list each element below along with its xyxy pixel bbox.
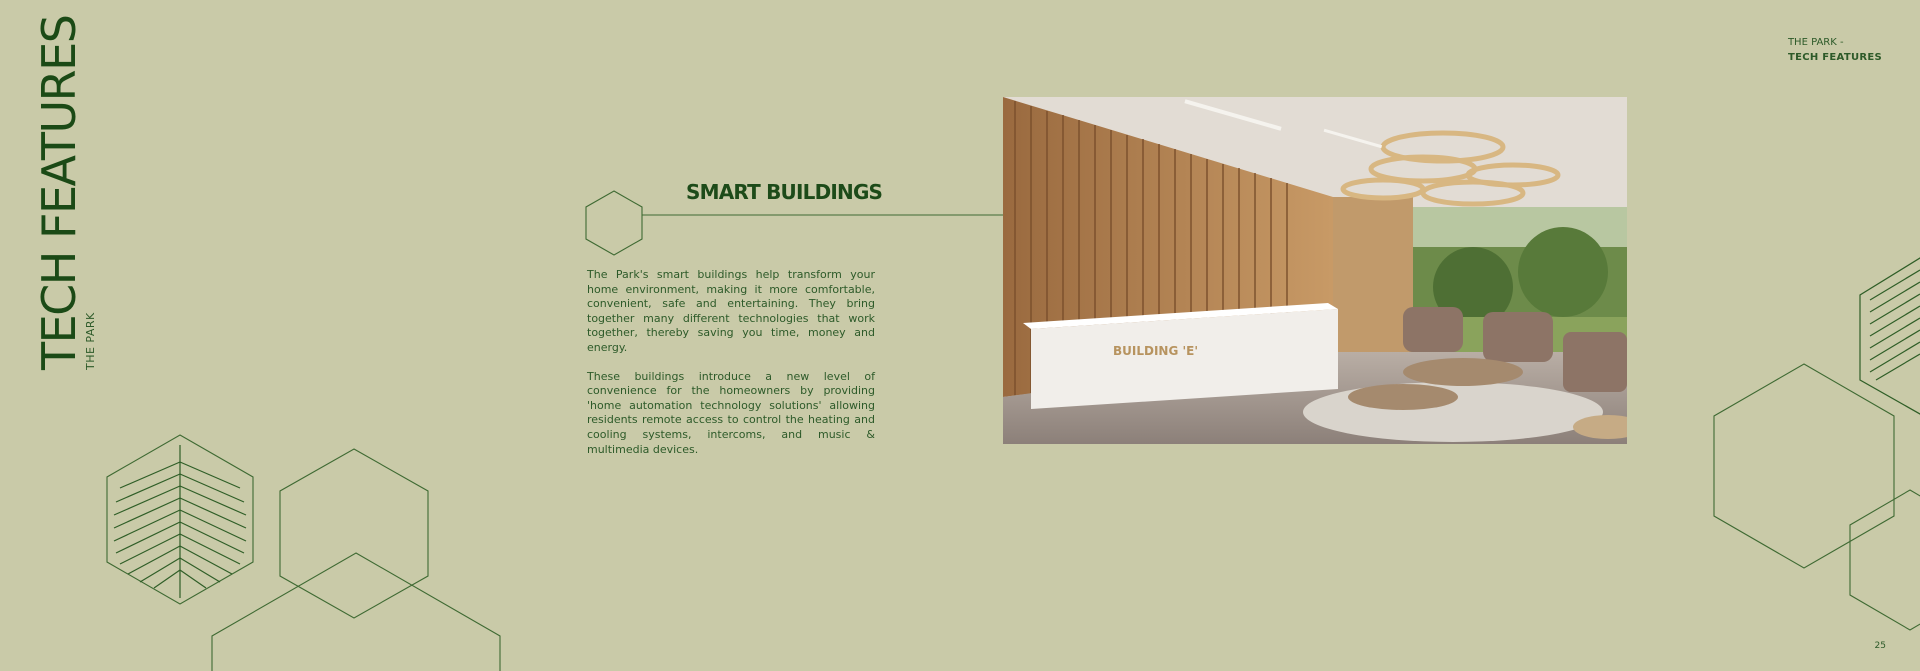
running-header-line2: TECH FEATURES [1787,52,1882,63]
hexagon-outline-4 [1850,490,1920,630]
vertical-title-block [32,15,116,370]
hexagon-outline-1 [280,449,428,618]
side-subtitle: THE PARK [84,312,97,370]
paragraph-2: These buildings introduce a new level of convenience for the homeowners by providing 'home automation technology solutions' allowing residents remote access to control the heating and cooling systems, intercoms, and music & multimedia devices. [587,369,875,456]
reception-sign: BUILDING 'E' [1113,344,1199,358]
page-number: 25 [1874,641,1886,651]
hexagon-outline-2 [212,553,500,671]
hexagon-outline-3 [1714,364,1894,568]
running-header [1788,35,1882,65]
lobby-illustration [1003,97,1627,444]
heading-hexagon [586,191,642,255]
lobby-photo [1003,97,1627,444]
side-title: TECH FEATURES [32,15,86,370]
striped-hexagon-icon [1860,258,1920,414]
running-header-line1: THE PARK - [1787,37,1844,48]
paragraph-1: The Park's smart buildings help transform your home environment, making it more comfortable, convenient, safe and entertaining. They bring together many different technologies that work together, thereby saving you time, money and energy. [587,268,875,354]
section-title: SMART BUILDINGS [686,180,883,204]
section-body [587,268,875,471]
leaf-icon [114,445,246,598]
